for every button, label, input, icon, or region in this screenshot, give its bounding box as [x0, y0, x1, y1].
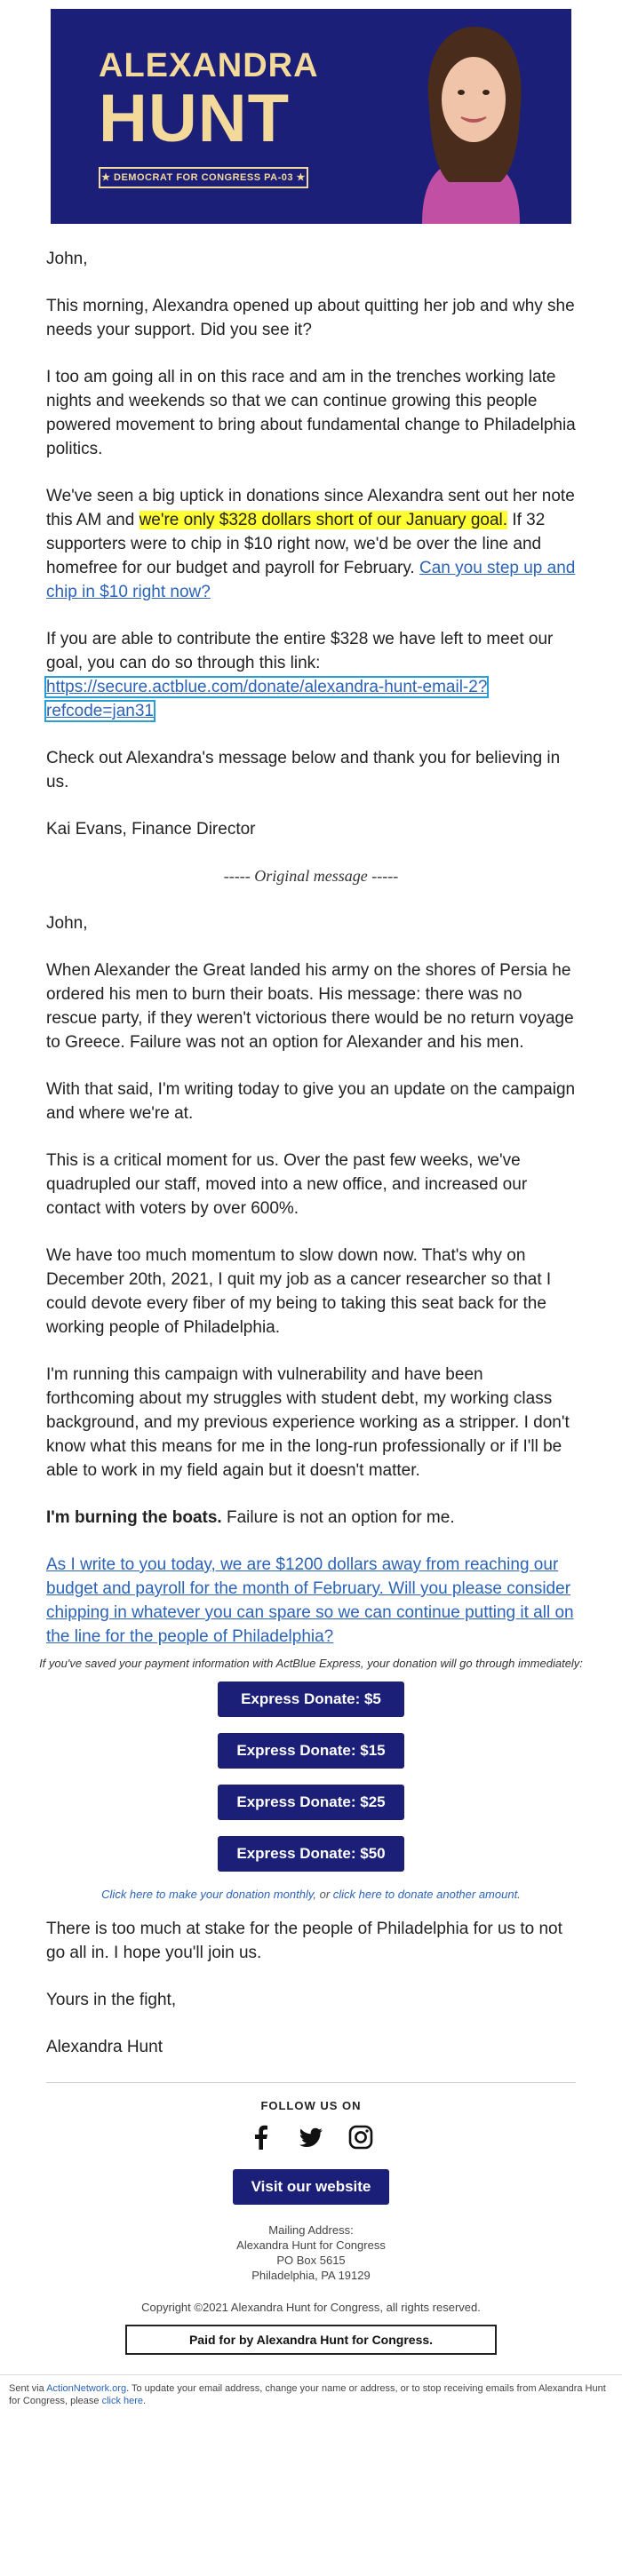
greeting-2: John,: [46, 914, 88, 933]
budget-donate-link[interactable]: As I write to you today, we are $1200 dollars away from reaching our budget and payroll for the month of February. Will you please consider chipping in whatever you can spare so we can continue putting it all on the line for the people of Philadelphia?: [46, 1555, 574, 1646]
quote-paragraph-6-text: Failure is not an option for me.: [221, 1508, 455, 1527]
closing-paragraph: There is too much at stake for the people of Philadelphia for us to not go all in. I hope you'll join us.: [46, 1920, 562, 1962]
candidate-portrait: [387, 18, 555, 224]
unsubscribe-footer: [0, 2374, 622, 2407]
banner-tagline: ★ DEMOCRAT FOR CONGRESS PA-03 ★: [99, 167, 308, 188]
chip-in-link[interactable]: Can you step up and chip in $10 right now?: [46, 559, 576, 601]
greeting: John,: [46, 250, 88, 268]
monthly-donation-link[interactable]: Click here to make your donation monthly: [101, 1888, 314, 1901]
follow-us-heading: FOLLOW US ON: [260, 2099, 362, 2112]
closing-signature: Alexandra Hunt: [46, 2038, 163, 2056]
quote-paragraph-7: [46, 1553, 576, 1649]
paid-for-disclaimer: Paid for by Alexandra Hunt for Congress.: [125, 2325, 497, 2355]
footer-end-text: .: [143, 2396, 147, 2406]
footer-divider: [46, 2082, 576, 2083]
express-donate-25-button[interactable]: Express Donate: $25: [218, 1785, 404, 1820]
paragraph-4: [46, 627, 576, 723]
banner-last-name: HUNT: [99, 81, 291, 156]
actblue-donate-link[interactable]: https://secure.actblue.com/donate/alexandra-hunt-email-2?refcode=jan31: [46, 678, 488, 720]
mailing-line-1: Alexandra Hunt for Congress: [236, 2238, 386, 2252]
mailing-address: [0, 2222, 622, 2283]
highlighted-goal: we're only $328 dollars short of our January goal.: [139, 511, 508, 529]
mailing-line-3: Philadelphia, PA 19129: [251, 2269, 371, 2282]
paragraph-3-text-b: If 32 supporters were to chip in $10 right now, we'd be over the line and homefree for our budget and payroll for February.: [46, 511, 546, 577]
visit-website-button[interactable]: Visit our website: [233, 2169, 389, 2205]
express-donate-50-button[interactable]: Express Donate: $50: [218, 1836, 404, 1872]
closing-salutation: Yours in the fight,: [46, 1991, 177, 2009]
paragraph-3: [46, 484, 576, 604]
express-donate-15-button[interactable]: Express Donate: $15: [218, 1733, 404, 1769]
quote-paragraph-5: I'm running this campaign with vulnerability and have been forthcoming about my struggles with student debt, my working class background, and my previous experience working as a stripper. I don't know what this means for me in the long-run professionally or if I'll be able to work in my field again but it doesn't matter.: [46, 1365, 570, 1480]
paragraph-2: I too am going all in on this race and am in the trenches working late nights and weekends so that we can continue growing this people powered movement to bring about fundamental change to Philadelphia politics.: [46, 368, 576, 458]
sent-via-text: Sent via: [9, 2383, 47, 2394]
header-banner: [51, 9, 571, 224]
actionnetwork-link[interactable]: ActionNetwork.org: [46, 2383, 127, 2394]
mailing-line-2: PO Box 5615: [276, 2254, 346, 2267]
quote-paragraph-3: This is a critical moment for us. Over the past few weeks, we've quadrupled our staff, moved into a new office, and increased our contact with voters by over 600%.: [46, 1151, 528, 1218]
monthly-links: [0, 1888, 622, 1901]
twitter-icon[interactable]: [299, 2125, 323, 2150]
express-donate-5-button[interactable]: Express Donate: $5: [218, 1682, 404, 1717]
quote-paragraph-4: We have too much momentum to slow down now. That's why on December 20th, 2021, I quit my job as a cancer researcher so that I could devote every fiber of my being to taking this seat back for the working people of Philadelphia.: [46, 1246, 552, 1337]
signoff: Kai Evans, Finance Director: [46, 820, 256, 839]
closing-section: [0, 1917, 622, 2059]
paragraph-5: Check out Alexandra's message below and thank you for believing in us.: [46, 749, 561, 791]
original-message-marker: ----- Original message -----: [223, 867, 399, 885]
express-note: If you've saved your payment information with ActBlue Express, your donation will go through immediately:: [39, 1657, 583, 1670]
unsubscribe-link[interactable]: click here: [101, 2396, 144, 2406]
copyright: Copyright ©2021 Alexandra Hunt for Congress, all rights reserved.: [141, 2301, 481, 2314]
banner-logo: [99, 46, 319, 156]
quote-paragraph-6: [46, 1506, 576, 1530]
monthly-or-text: , or: [313, 1888, 333, 1901]
burning-boats-bold: I'm burning the boats.: [46, 1508, 222, 1527]
social-links: [0, 2125, 622, 2150]
paragraph-4-text: If you are able to contribute the entire $328 we have left to meet our goal, you can do so through this link:: [46, 630, 554, 672]
mailing-label: Mailing Address:: [268, 2223, 354, 2237]
other-amount-link[interactable]: click here to donate another amount: [332, 1888, 518, 1901]
quote-paragraph-1: When Alexander the Great landed his army on the shores of Persia he ordered his men to burn their boats. His message: there was no rescue party, if they weren't victorious there would be no return voyage to Greece. Failure was not an option for Alexander and his men.: [46, 961, 574, 1052]
facebook-icon[interactable]: [249, 2125, 274, 2150]
instagram-icon[interactable]: [348, 2125, 373, 2150]
unsubscribe-text: . To update your email address, change your name or address, or to stop receiving emails from Alexandra Hunt for Congress, please: [9, 2383, 606, 2406]
paragraph-3-text-a: We've seen a big uptick in donations since Alexandra sent out her note this AM and: [46, 487, 575, 529]
email-body: [0, 247, 622, 1649]
quote-paragraph-2: With that said, I'm writing today to give you an update on the campaign and where we're at.: [46, 1080, 576, 1123]
banner-first-name: ALEXANDRA: [99, 47, 319, 84]
paragraph-1: This morning, Alexandra opened up about quitting her job and why she needs your support. Did you see it?: [46, 297, 575, 339]
monthly-end-text: .: [517, 1888, 521, 1901]
